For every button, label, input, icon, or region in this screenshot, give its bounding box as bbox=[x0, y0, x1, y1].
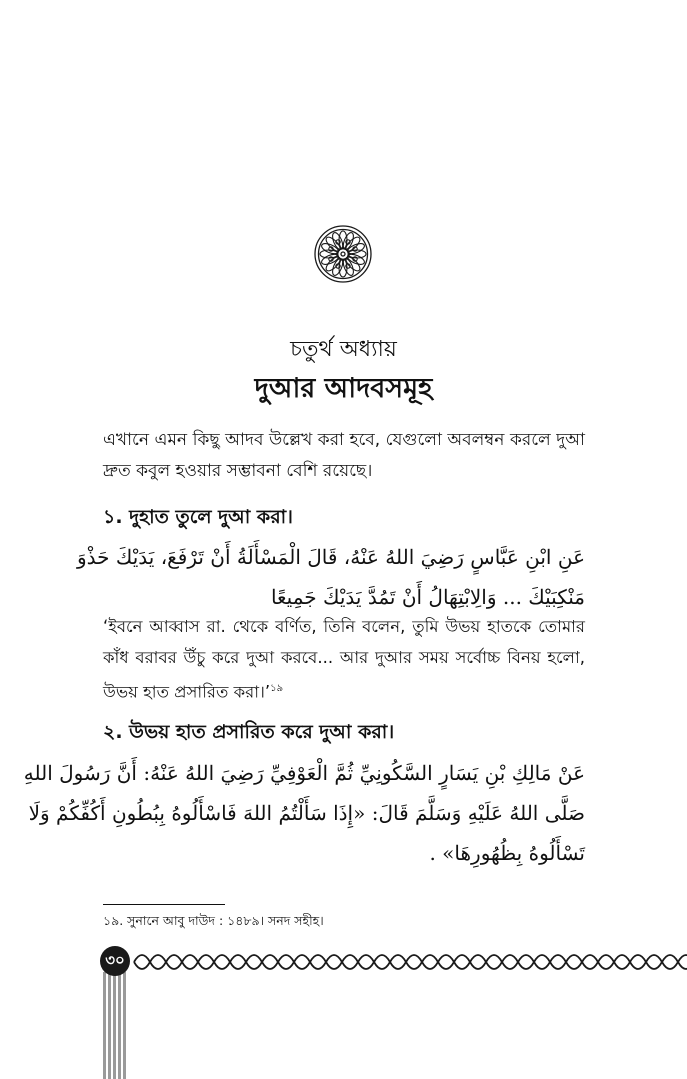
translation-text: ‘ইবনে আব্বাস রা. থেকে বর্ণিত, তিনি বলেন, তুমি উভয় হাতকে তোমার কাঁধ বরাবর উঁচু করে দুআ করবে... আর দুআর সময় সর্বোচ্চ বিনয় হলো, উভয় হাত প্রসারিত করা।’ bbox=[103, 617, 585, 702]
section-heading-2: ২. উভয় হাত প্রসারিত করে দুআ করা। bbox=[103, 721, 395, 743]
footnote: ১৯. সুনানে আবু দাউদ : ১৪৮৯। সনদ সহীহ। bbox=[103, 913, 324, 928]
intro-paragraph: এখানে এমন কিছু আদব উল্লেখ করা হবে, যেগুলো অবলম্বন করলে দুআ দ্রুত কবুল হওয়ার সম্ভাবনা বেশি রয়েছে। bbox=[103, 430, 585, 481]
rosette-ornament-icon bbox=[313, 224, 373, 284]
footnote-ref: ১৯ bbox=[270, 683, 284, 694]
arabic-line: عَنْ مَالِكِ بْنِ يَسَارٍ السَّكُونِيِّ ثُمَّ الْعَوْفِيِّ رَضِيَ اللهُ عَنْهُ: أَنَّ رَسُولَ اللهِ bbox=[23, 761, 585, 785]
arabic-line: مَنْكِبَيْكَ ... وَالِابْتِهَالُ أَنْ تَمُدَّ يَدَيْكَ جَمِيعًا bbox=[270, 585, 585, 609]
section-heading-1: ১. দুহাত তুলে দুআ করা। bbox=[103, 506, 293, 528]
arabic-hadith-2 bbox=[23, 753, 585, 873]
chain-border-icon bbox=[130, 949, 687, 975]
arabic-line: تَسْأَلُوهُ بِظُهُورِهَا» . bbox=[429, 841, 585, 865]
arabic-line: صَلَّى اللهُ عَلَيْهِ وَسَلَّمَ قَالَ: «إِذَا سَأَلْتُمُ اللهَ فَاسْأَلُوهُ بِبُطُونِ أَكُفِّكُمْ وَلَا bbox=[28, 801, 585, 825]
arabic-hadith-1 bbox=[76, 537, 585, 617]
margin-stripes bbox=[103, 972, 127, 1079]
footnote-divider bbox=[103, 904, 225, 905]
arabic-line: عَنِ ابْنِ عَبَّاسٍ رَضِيَ اللهُ عَنْهُ، قَالَ الْمَسْأَلَةُ أَنْ تَرْفَعَ، يَدَيْكَ حَذْوَ bbox=[76, 545, 585, 569]
page-number: ৩০ bbox=[100, 946, 130, 976]
translation-1 bbox=[103, 611, 585, 708]
chapter-title: দুআর আদবসমূহ bbox=[254, 373, 433, 404]
chapter-label: চতুর্থ অধ্যায় bbox=[290, 337, 397, 362]
